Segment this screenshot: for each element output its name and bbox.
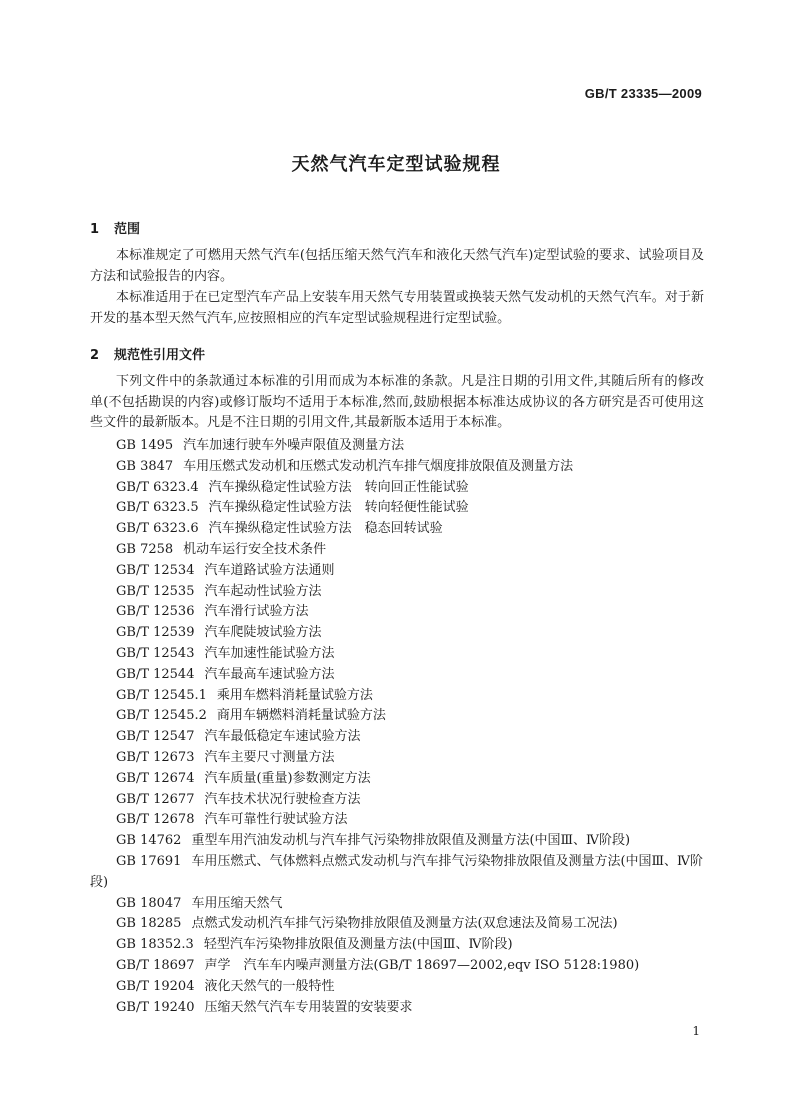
reference-title: 液化天然气的一般特性 — [204, 978, 335, 994]
reference-title: 汽车最低稳定车速试验方法 — [204, 729, 361, 745]
reference-code: GB/T 19240 — [116, 999, 195, 1015]
reference-item — [90, 727, 704, 748]
reference-code: GB/T 12545.1 — [116, 687, 207, 703]
reference-code: GB/T 12674 — [116, 770, 195, 786]
reference-list — [90, 436, 704, 1018]
reference-title: 汽车质量(重量)参数测定方法 — [204, 770, 371, 786]
reference-title: 车用压燃式、气体燃料点燃式发动机与汽车排气污染物排放限值及测量方法(中国Ⅲ、Ⅳ阶段) — [90, 853, 704, 890]
reference-item — [90, 436, 704, 457]
section-2-title: 规范性引用文件 — [114, 348, 206, 363]
reference-item — [90, 852, 704, 894]
reference-code: GB/T 12535 — [116, 583, 195, 599]
reference-item — [90, 602, 704, 623]
reference-code: GB 1495 — [116, 438, 174, 453]
document-title: 天然气汽车定型试验规程 — [291, 154, 501, 175]
reference-code: GB 18352.3 — [116, 937, 194, 953]
reference-item — [90, 665, 704, 686]
reference-title: 汽车操纵稳定性试验方法 转向轻便性能试验 — [208, 500, 469, 516]
reference-code: GB 17691 — [116, 853, 182, 869]
reference-code: GB/T 18697 — [116, 957, 195, 973]
reference-code: GB/T 12547 — [116, 729, 195, 745]
reference-title: 汽车道路试验方法通则 — [204, 562, 335, 578]
reference-code: GB/T 12539 — [116, 625, 195, 641]
reference-code: GB 18047 — [116, 895, 182, 911]
reference-item — [90, 561, 704, 582]
reference-item — [90, 790, 704, 811]
reference-code: GB/T 12544 — [116, 666, 195, 682]
reference-code: GB/T 12678 — [116, 812, 195, 828]
reference-item — [90, 769, 704, 790]
section-1-number: 1 — [90, 222, 100, 237]
reference-item — [90, 977, 704, 998]
reference-item — [90, 706, 704, 727]
reference-item — [90, 686, 704, 707]
reference-code: GB/T 12536 — [116, 604, 195, 620]
reference-title: 乘用车燃料消耗量试验方法 — [216, 687, 373, 703]
reference-code: GB/T 12677 — [116, 791, 195, 807]
reference-title: 汽车起动性试验方法 — [204, 583, 322, 599]
reference-code: GB/T 12673 — [116, 749, 195, 765]
reference-item — [90, 748, 704, 769]
reference-title: 汽车技术状况行驶检查方法 — [204, 791, 361, 807]
reference-code: GB/T 19204 — [116, 978, 195, 994]
reference-code: GB/T 12534 — [116, 562, 195, 578]
reference-code: GB/T 6323.5 — [116, 500, 199, 516]
reference-item — [90, 478, 704, 499]
references-intro: 下列文件中的条款通过本标准的引用而成为本标准的条款。凡是注日期的引用文件,其随后所有的修改单(不包括勘误的内容)或修订版均不适用于本标准,然而,鼓励根据本标准达成协议的各方研究是否可使用这些文件的最新版本。凡是不注日期的引用文件,其最新版本适用于本标准。 — [90, 374, 704, 430]
reference-item — [90, 894, 704, 915]
reference-item — [90, 540, 704, 561]
reference-title: 汽车加速行驶车外噪声限值及测量方法 — [183, 438, 405, 453]
reference-item — [90, 998, 704, 1019]
section-1-heading — [90, 218, 140, 237]
reference-code: GB/T 12545.2 — [116, 708, 207, 724]
reference-title: 车用压缩天然气 — [191, 895, 283, 911]
reference-item — [90, 457, 704, 478]
reference-item — [90, 623, 704, 644]
reference-title: 汽车加速性能试验方法 — [204, 645, 335, 661]
reference-code: GB 3847 — [116, 458, 174, 474]
reference-title: 压缩天然气汽车专用装置的安装要求 — [204, 999, 413, 1015]
reference-item — [90, 644, 704, 665]
reference-code: GB/T 12543 — [116, 645, 195, 661]
reference-title: 重型车用汽油发动机与汽车排气污染物排放限值及测量方法(中国Ⅲ、Ⅳ阶段) — [191, 833, 631, 849]
scope-paragraph-1: 本标准规定了可燃用天然气汽车(包括压缩天然气汽车和液化天然气汽车)定型试验的要求、试验项目及方法和试验报告的内容。 — [90, 248, 704, 284]
reference-title: 汽车最高车速试验方法 — [204, 666, 335, 682]
section-2-number: 2 — [90, 348, 100, 363]
reference-title: 商用车辆燃料消耗量试验方法 — [216, 708, 386, 724]
reference-title: 汽车可靠性行驶试验方法 — [204, 812, 348, 828]
reference-code: GB 14762 — [116, 833, 182, 849]
reference-title: 汽车主要尺寸测量方法 — [204, 749, 335, 765]
section-2-heading — [90, 344, 205, 363]
scope-paragraph-2: 本标准适用于在已定型汽车产品上安装车用天然气专用装置或换装天然气发动机的天然气汽车。对于新开发的基本型天然气汽车,应按照相应的汽车定型试验规程进行定型试验。 — [90, 290, 704, 326]
reference-item — [90, 914, 704, 935]
reference-item — [90, 810, 704, 831]
reference-title: 汽车操纵稳定性试验方法 转向回正性能试验 — [208, 479, 469, 495]
reference-code: GB 18285 — [116, 916, 182, 932]
reference-code: GB/T 6323.6 — [116, 521, 199, 537]
page-number: 1 — [692, 1024, 700, 1038]
reference-item — [90, 582, 704, 603]
reference-title: 点燃式发动机汽车排气污染物排放限值及测量方法(双怠速法及简易工况法) — [191, 916, 618, 932]
reference-title: 汽车滑行试验方法 — [204, 604, 309, 620]
reference-title: 汽车操纵稳定性试验方法 稳态回转试验 — [208, 521, 443, 537]
standard-code: GB/T 23335—2009 — [584, 86, 702, 101]
reference-title: 轻型汽车污染物排放限值及测量方法(中国Ⅲ、Ⅳ阶段) — [203, 937, 513, 953]
section-1-title: 范围 — [114, 222, 141, 237]
reference-title: 车用压燃式发动机和压燃式发动机汽车排气烟度排放限值及测量方法 — [183, 458, 574, 474]
reference-title: 声学 汽车车内噪声测量方法(GB/T 18697—2002,eqv ISO 5128:1980) — [204, 957, 640, 973]
reference-item — [90, 831, 704, 852]
reference-code: GB/T 6323.4 — [116, 479, 199, 495]
reference-item — [90, 498, 704, 519]
reference-title: 汽车爬陡坡试验方法 — [204, 625, 322, 641]
reference-item — [90, 519, 704, 540]
reference-item — [90, 935, 704, 956]
reference-item — [90, 956, 704, 977]
reference-title: 机动车运行安全技术条件 — [183, 541, 327, 557]
reference-code: GB 7258 — [116, 541, 174, 557]
